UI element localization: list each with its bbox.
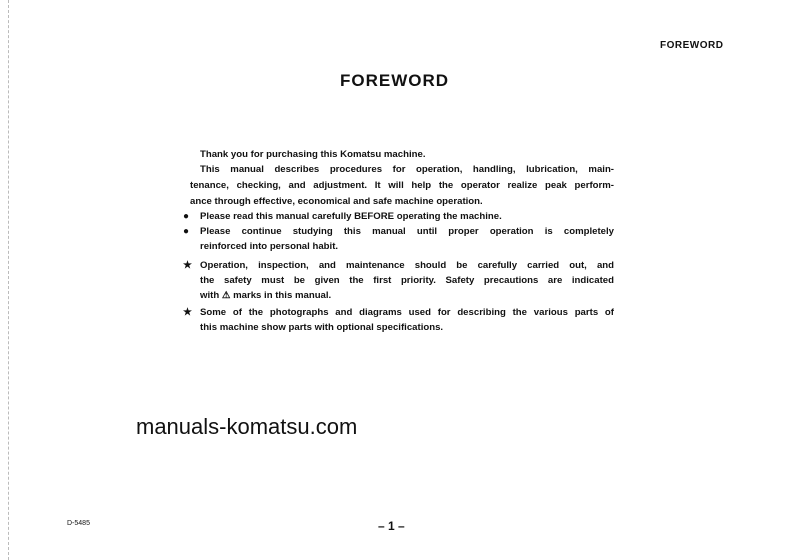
paragraph-line: This manual describes procedures for operation, handling, lubrication, main- <box>200 164 614 175</box>
watermark: manuals-komatsu.com <box>136 414 358 439</box>
paragraph-line: ance through effective, economical and safe machine operation. <box>190 196 483 207</box>
paragraph-line: this machine show parts with optional specifications. <box>200 322 444 333</box>
paragraph-line: Some of the photographs and diagrams used for describing the various parts of <box>200 307 614 318</box>
paragraph-line: Operation, inspection, and maintenance should be carefully carried out, and <box>200 260 614 271</box>
star-icon: ★ <box>183 307 192 318</box>
paragraph-line: with ⚠ marks in this manual. <box>200 290 332 301</box>
bullet-icon: ● <box>183 211 190 222</box>
document-code: D-5485 <box>67 520 90 527</box>
bullet-icon: ● <box>183 226 190 237</box>
star-icon: ★ <box>183 260 192 271</box>
running-header: FOREWORD <box>660 40 724 51</box>
paragraph-line: Thank you for purchasing this Komatsu machine. <box>200 149 426 160</box>
paragraph-line: Please read this manual carefully BEFORE operating the machine. <box>200 211 502 222</box>
scan-edge <box>8 0 11 560</box>
paragraph-line: tenance, checking, and adjustment. It will help the operator realize peak perform- <box>190 180 614 191</box>
paragraph-line: reinforced into personal habit. <box>200 241 339 252</box>
paragraph-line: the safety must be given the first priority. Safety precautions are indicated <box>200 275 614 286</box>
page-number: – 1 – <box>378 519 405 533</box>
paragraph-line: Please continue studying this manual until proper operation is completely <box>200 226 614 237</box>
page-title: FOREWORD <box>340 71 450 90</box>
